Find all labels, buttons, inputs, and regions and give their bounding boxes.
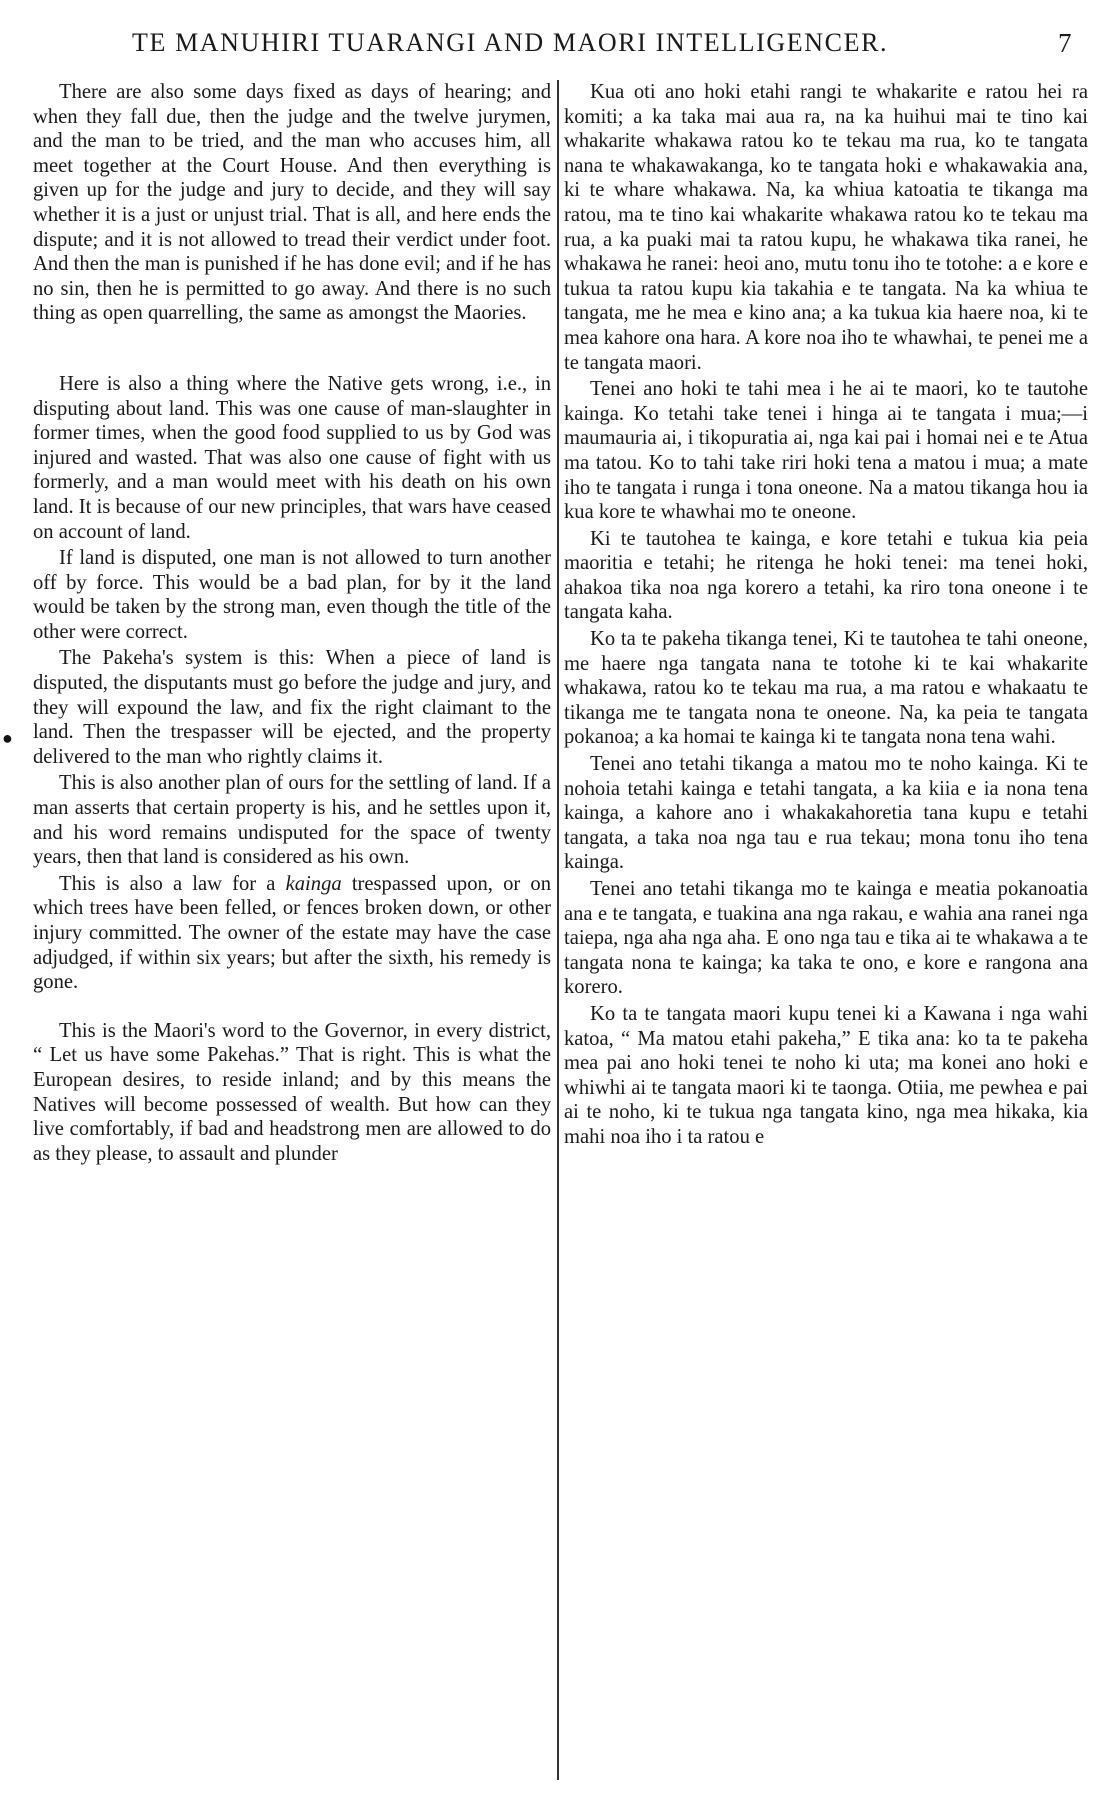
maori-column	[564, 80, 1088, 1150]
english-paragraph: This is the Maori's word to the Governor, in every district, “ Let us have some Pakehas.” That is right. This is what the European desires, to reside inland; and by this means the Natives will become possessed of wealth. But how can they live comfortably, if bad and headstrong men are allowed to do as they please, to assault and plunder	[33, 1019, 551, 1165]
italic-word: kainga	[285, 872, 342, 895]
maori-paragraph: Kua oti ano hoki etahi rangi te whakarite e ratou hei ra komiti; a ka taka mai aua ra, na ka huihui mai te tino kai whakarite whakawa ratou ko te tekau ma rua, ko te tangata nana te whakawakanga, ko te tangata hoki e whakawakia ana, ki te whare whakawa. Na, ka whiua katoatia te tikanga ma ratou, ma te tino kai whakarite whakawa ratou ko te tekau ma rua, a ka puaki mai ta ratou kupu, he whakawa tika ranei, he whakawa he ranei: heoi ano, mutu tonu iho te totohe: a e kore e tukua ta ratou kupu kia takahia e te tangata. Na ka whiua te tangata, me he mea e kino ana; a ka tukua kia haere noa, ki te mea kahore ona hara. A kore noa iho te whawhai, te penei me a te tangata maori.	[564, 81, 1088, 374]
english-column	[33, 80, 551, 1166]
maori-paragraph: Ki te tautohea te kainga, e kore tetahi e tukua kia peia maoritia e tetahi; he ritenga he hoki tenei: ma tenei hoki, ahakoa tika noa nga korero a tetahi, ka riro tona oneone i te tangata kaha.	[564, 527, 1088, 624]
english-paragraph: Here is also a thing where the Native gets wrong, i.e., in disputing about land. This was one cause of man-slaughter in former times, when the good food supplied to us by God was injured and wasted. That was also one cause of fight with us formerly, and a man would meet with his death on his own land. It is because of our new principles, that wars have ceased on account of land.	[33, 372, 551, 543]
english-paragraph: There are also some days fixed as days of hearing; and when they fall due, then the judge and the twelve jurymen, and the man to be tried, and the man who accuses him, all meet together at the Court House. And then everything is given up for the judge and jury to decide, and they will say whether it is a just or unjust trial. That is all, and here ends the dispute; and it is not allowed to tread their verdict under foot. And then the man is punished if he has done evil; and if he has no sin, then he is permitted to go away. And there is no such thing as open quarrelling, the same as amongst the Maories.	[33, 81, 551, 325]
maori-paragraph: Tenei ano tetahi tikanga a matou mo te noho kainga. Ki te nohoia tetahi kainga e tetahi tangata, a ka kiia e ia nona tena kainga, a kahore ano i whakakahoretia tana kupu e tetahi tangata, a taka noa nga tau e rua tekau; mona tonu iho tena kainga.	[564, 753, 1088, 874]
maori-paragraph: Ko ta te tangata maori kupu tenei ki a Kawana i nga wahi katoa, “ Ma matou etahi pakeha,” E tika ana: ko ta te pakeha mea pai ano hoki tenei te noho ki uta; ma konei ano hoki e whiwhi ai te tangata maori ki te taonga. Otiia, me pewhea e pai ai te noho, ki te tukua nga tangata kino, nga mea hikaka, kia mahi noa iho i ta ratou e	[564, 1002, 1088, 1148]
english-paragraph-part: trespassed upon, or on which trees have been felled, or fences broken down, or other injury committed. The owner of the estate may have the case adjudged, if within six years; but after the sixth, his remedy is gone.	[33, 872, 551, 994]
maori-paragraph: Ko ta te pakeha tikanga tenei, Ki te tautohea te tahi oneone, me haere nga tangata nana te totohe ki te kai whakarite whakawa, ratou ko te tekau ma rua, a ma ratou e whakaatu te tikanga me te tangata nona te oneone. Na, ka peia te tangata pokanoa; a ka homai te kainga ki te tangata nona tena wahi.	[564, 628, 1088, 749]
running-title: TE MANUHIRI TUARANGI AND MAORI INTELLIGENCER.	[132, 28, 889, 57]
page-number: 7	[1058, 28, 1072, 58]
maori-paragraph: Tenei ano hoki te tahi mea i he ai te maori, ko te tautohe kainga. Ko tetahi take tenei i hinga ai te tangata i mua;—i maumauria ai, i tikopuratia ai, nga kai pai i homai nei e te Atua ma tatou. Ko to tahi take riri hoki tena a matou i mua; a mate iho te tangata i runga i tona oneone. Na a matou tikanga hou ia kua kore te whawhai mo te oneone.	[564, 378, 1088, 524]
english-paragraph	[33, 872, 551, 995]
english-paragraph: The Pakeha's system is this: When a piece of land is disputed, the disputants must go before the judge and jury, and they will expound the law, and fix the right claimant to the land. Then the trespasser will be ejected, and the property delivered to the man who rightly claims it.	[33, 647, 551, 768]
english-paragraph-part: This is also a law for a	[59, 872, 286, 895]
page-header	[0, 22, 1114, 62]
column-divider	[557, 80, 559, 1780]
margin-mark: ●	[2, 728, 13, 748]
english-paragraph: If land is disputed, one man is not allowed to turn another off by force. This would be a bad plan, for by it the land would be taken by the strong man, even though the title of the other were correct.	[33, 547, 551, 643]
maori-paragraph: Tenei ano tetahi tikanga mo te kainga e meatia pokanoatia ana e te tangata, e tuakina ana nga rakau, e wahia ana ranei nga taiepa, nga aha nga aha. E ono nga tau e tika ai te whakawa a te tangata nona te kainga; ka taka te ono, e kore e rangona ana korero.	[564, 878, 1088, 999]
english-paragraph: This is also another plan of ours for the settling of land. If a man asserts that certain property is his, and he settles upon it, and his word remains undisputed for the space of twenty years, then that land is considered as his own.	[33, 772, 551, 869]
